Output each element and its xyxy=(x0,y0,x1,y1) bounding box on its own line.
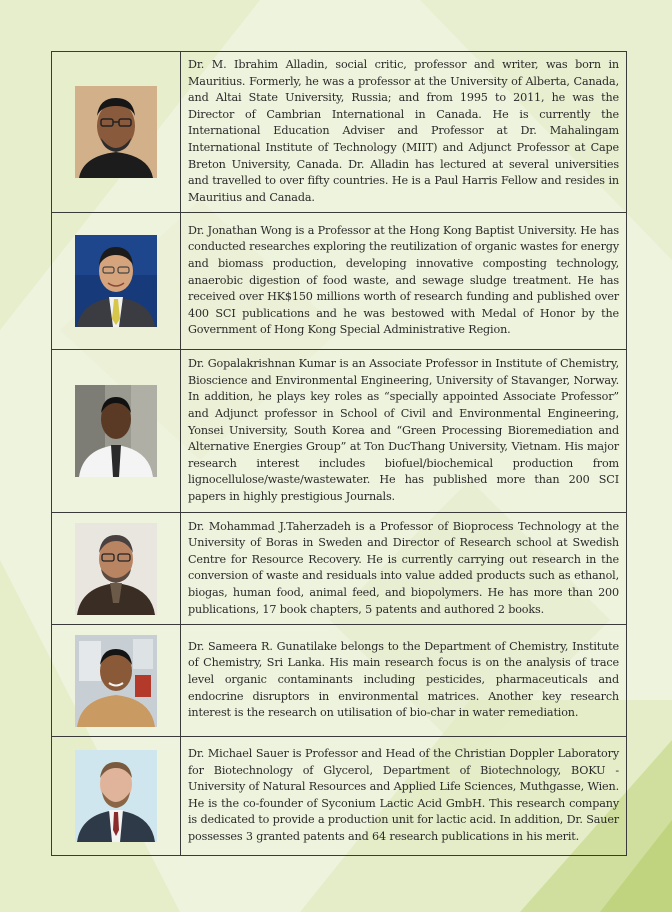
photo-cell xyxy=(52,213,181,350)
table-row xyxy=(52,213,627,350)
man-portrait-lab-coat-icon xyxy=(75,385,157,477)
photo-cell xyxy=(52,513,181,625)
table-row xyxy=(52,513,627,625)
bio-text: Dr. M. Ibrahim Alladin, social critic, professor and writer, was born in Mauritius. Formerly, he was a professor at the University of Alberta, Canada, and Altai State University, Russia; and from 1995 to 2011, he was the Director of Cambrian International in Canada. He is currently the International Education Adviser and Professor at Dr. Mahalingam International Institute of Technology (MIIT) and Adjunct Professor at Cape Breton University, Canada. Dr. Alladin has lectured at several universities and travelled to over fifty countries. He is a Paul Harris Fellow and resides in Mauritius and Canada. xyxy=(181,52,627,213)
table-row xyxy=(52,625,627,737)
bio-text: Dr. Mohammad J.Taherzadeh is a Professor of Bioprocess Technology at the University of Boras in Sweden and Director of Research school at Swedish Centre for Resource Recovery. He is currently carrying out research in the conversion of waste and residuals into value added products such as ethanol, biogas, human food, animal feed, and biopolymers. He has more than 200 publications, 17 book chapters, 5 patents and authored 2 books. xyxy=(181,513,627,625)
man-portrait-laboratory-icon xyxy=(75,635,157,727)
table-row xyxy=(52,350,627,513)
photo-cell xyxy=(52,52,181,213)
man-portrait-beard-blazer-icon xyxy=(75,750,157,842)
bio-text: Dr. Michael Sauer is Professor and Head of the Christian Doppler Laboratory for Biotechnology of Glycerol, Department of Biotechnology, BOKU - University of Natural Resources and Applied Life Sciences, Muthgasse, Wien. He is the co-founder of Syconium Lactic Acid GmbH. This research company is dedicated to provide a production unit for lactic acid. In addition, Dr. Sauer possesses 3 granted patents and 64 research publications in his merit. xyxy=(181,737,627,856)
photo-cell xyxy=(52,350,181,513)
profiles-table xyxy=(51,51,627,856)
man-portrait-glasses-jacket-icon xyxy=(75,523,157,615)
bio-text: Dr. Sameera R. Gunatilake belongs to the Department of Chemistry, Institute of Chemistry, Sri Lanka. His main research focus is on the analysis of trace level organic contaminants including pesticides, pharmaceuticals and endocrine disruptors in environmental matrices. Another key research interest is the research on utilisation of bio-char in water remediation. xyxy=(181,625,627,737)
bio-text: Dr. Jonathan Wong is a Professor at the Hong Kong Baptist University. He has conducted researches exploring the reutilization of organic wastes for energy and biomass production, developing innovative composting technology, anaerobic digestion of food waste, and sewage sludge treatment. He has received over HK$150 millions worth of research funding and published over 400 SCI publications and he was bestowed with Medal of Honor by the Government of Hong Kong Special Administrative Region. xyxy=(181,213,627,350)
table-row xyxy=(52,737,627,856)
man-portrait-suit-tie-icon xyxy=(75,235,157,327)
table-row xyxy=(52,52,627,213)
photo-cell xyxy=(52,625,181,737)
man-portrait-glasses-beard-icon xyxy=(75,86,157,178)
photo-cell xyxy=(52,737,181,856)
bio-text: Dr. Gopalakrishnan Kumar is an Associate Professor in Institute of Chemistry, Bioscience and Environmental Engineering, University of Stavanger, Norway. In addition, he plays key roles as “specially appointed Associate Professor” and Adjunct professor in School of Civil and Environmental Engineering, Yonsei University, South Korea and “Green Processing Bioremediation and Alternative Energies Group” at Ton DucThang University, Vietnam. His major research interest includes biofuel/biochemical production from lignocellulose/waste/wastewater. He has published more than 200 SCI papers in highly prestigious Journals. xyxy=(181,350,627,513)
